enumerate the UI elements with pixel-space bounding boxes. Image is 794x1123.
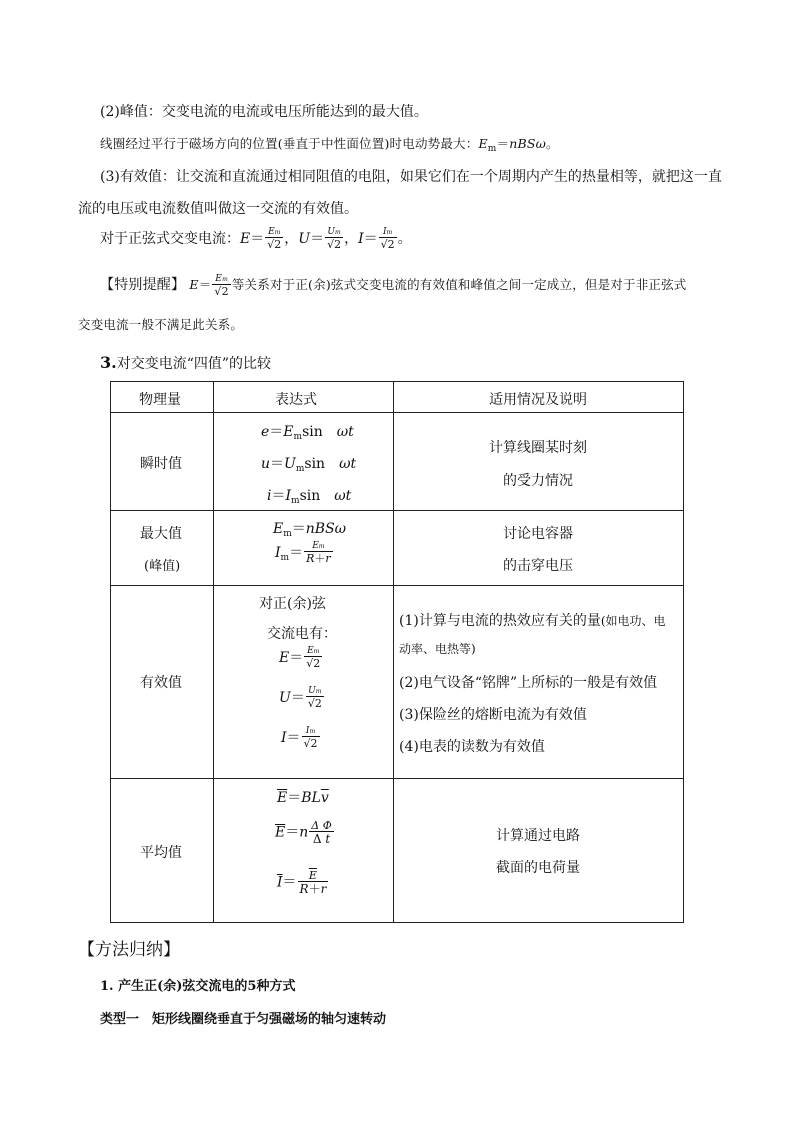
four-values-table: [110, 381, 684, 923]
expr-em: $E_m=nBS\omega$: [273, 521, 347, 539]
header-usage: 适用情况及说明: [489, 392, 587, 408]
row-eff-expr-text2: 交流电有：: [267, 626, 337, 642]
expr-e-avg-blv: $\overline{E}=BL\overline{v}$: [277, 790, 329, 806]
method-type1: 类型一 矩形线圈绕垂直于匀强磁场的轴匀速转动: [100, 1012, 387, 1027]
row-eff-note4: (4)电表的读数为有效值: [399, 739, 545, 755]
special-tip: 【特别提醒】 E＝ $\frac{Em}{√2}$ 等关系对于正(余)弦式交变电流的有效值和峰值之间一定成立，但是对于非正弦式: [100, 273, 687, 298]
row-avg-note1: 计算通过电路: [496, 828, 580, 844]
row-instant-note2: 的受力情况: [503, 473, 573, 489]
header-expression: 表达式: [275, 392, 317, 408]
expr-e-eff: E＝ $\frac{Em}{√2}$: [279, 646, 321, 670]
header-quantity: 物理量: [139, 392, 181, 408]
expr-i-avg: $\overline{I}=$ $\frac{\overline{E}}{R+r}$: [277, 869, 327, 896]
row-instant-name: 瞬时值: [140, 456, 182, 472]
method-title: 【方法归纳】: [78, 940, 180, 960]
row-max-name: 最大值: [140, 526, 182, 542]
peak-paragraph: (2)峰值：交变电流的电流或电压所能达到的最大值。: [100, 104, 428, 120]
expr-e-avg-flux: $\overline{E}=n$ $\frac{\text{Δ Φ}}{\text{Δ t}}$: [275, 819, 332, 846]
special-tip-line2: 交变电流一般不满足此关系。: [78, 317, 244, 332]
row-max-note2: 的击穿电压: [503, 558, 573, 574]
row-eff-expr-text1: 对正(余)弦: [259, 596, 326, 612]
row-eff-note3: (3)保险丝的熔断电流为有效值: [399, 707, 587, 723]
row-max-note1: 讨论电容器: [503, 526, 573, 542]
row-eff-note1b: 动率、电热等): [399, 642, 476, 656]
expr-u-instant: $u=U_m\sin$ ωt: [261, 456, 357, 474]
section3-heading: 3.对交变电流“四值”的比较: [100, 353, 272, 372]
row-eff-note2: (2)电气设备“铭牌”上所标的一般是有效值: [399, 675, 658, 691]
expr-im: $I_m=$ $\frac{Em}{R+r}$: [275, 541, 331, 565]
expr-u-eff: U＝ $\frac{Um}{√2}$: [279, 686, 322, 710]
effective-paragraph-line2: 流的电压或电流数值叫做这一交流的有效值。: [78, 201, 358, 217]
expr-i-eff: I＝ $\frac{Im}{√2}$: [281, 726, 318, 750]
row-avg-note2: 截面的电荷量: [496, 860, 580, 876]
sine-formulas: 对于正弦式交变电流：E＝ $\frac{Em}{√2}$ ，U＝ $\frac{Um}{√2}$ ，I＝ $\frac{Im}{√2}$ 。: [100, 227, 412, 251]
effective-paragraph-line1: (3)有效值：让交流和直流通过相同阻值的电阻，如果它们在一个周期内产生的热量相等，就把这一直: [100, 169, 722, 185]
row-instant-note1: 计算线圈某时刻: [489, 440, 587, 456]
row-eff-note1: (1)计算与电流的热效应有关的量(如电功、电: [399, 613, 666, 629]
method-item1: 1. 产生正(余)弦交流电的5种方式: [100, 979, 296, 994]
row-avg-name: 平均值: [140, 845, 182, 861]
peak-note: 线圈经过平行于磁场方向的位置(垂直于中性面位置)时电动势最大：$E_m=nBS\omega$。: [100, 136, 559, 154]
row-max-name2: (峰值): [144, 559, 181, 574]
expr-i-instant: $i=I_m\sin$ ωt: [267, 488, 352, 506]
expr-e-instant: $e=E_m\sin$ ωt: [261, 424, 354, 442]
row-eff-name: 有效值: [140, 675, 182, 691]
